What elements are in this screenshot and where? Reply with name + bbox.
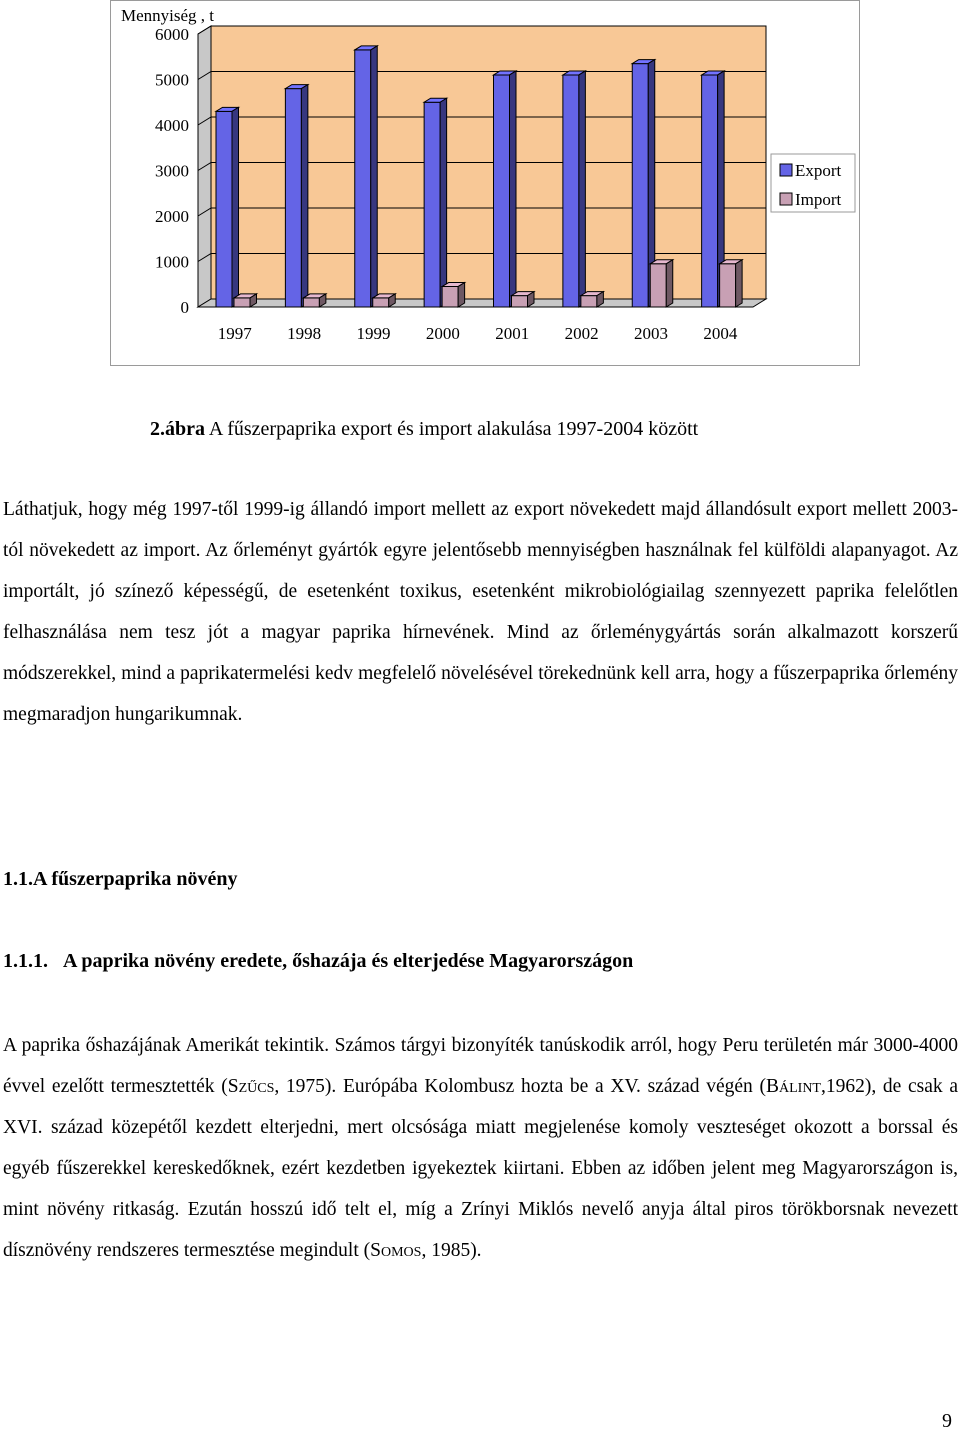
bar-export-side bbox=[440, 98, 447, 307]
bar-export-side bbox=[301, 85, 308, 307]
legend-label-export: Export bbox=[795, 161, 842, 180]
y-tick-label: 1000 bbox=[155, 252, 189, 272]
x-tick-label: 1999 bbox=[356, 324, 391, 343]
bar-chart bbox=[111, 1, 861, 367]
y-tick-label: 4000 bbox=[155, 116, 189, 135]
legend-swatch-import bbox=[780, 193, 792, 205]
bar-import-side bbox=[666, 260, 673, 307]
bar-import bbox=[373, 298, 389, 307]
x-tick-label: 2004 bbox=[703, 324, 738, 343]
subsection-title: A paprika növény eredete, őshazája és elterjedése Magyarországon bbox=[63, 950, 634, 972]
bar-import-side bbox=[736, 260, 743, 307]
bar-import-side bbox=[458, 283, 465, 307]
bar-export-side bbox=[371, 46, 378, 307]
y-tick-label: 2000 bbox=[155, 207, 189, 226]
bar-export-side bbox=[232, 107, 239, 307]
x-tick-label: 2002 bbox=[564, 324, 599, 343]
paragraph-origin bbox=[3, 1025, 958, 1271]
page-number: 9 bbox=[942, 1410, 952, 1432]
bar-export bbox=[216, 111, 232, 307]
x-tick-label: 2000 bbox=[425, 324, 460, 343]
bar-export-side bbox=[510, 71, 517, 307]
legend-swatch-export bbox=[780, 164, 792, 176]
legend-label-import: Import bbox=[795, 190, 842, 209]
y-tick-label: 0 bbox=[180, 298, 189, 317]
paragraph-origin-part4: , 1985). bbox=[421, 1240, 482, 1261]
bar-export bbox=[285, 89, 301, 307]
section-heading: 1.1.A fűszerpaprika növény bbox=[3, 868, 238, 890]
bar-import bbox=[234, 298, 250, 307]
paragraph-origin-part2: , 1975). Európába Kolombusz hozta be a XV. század végén ( bbox=[274, 1076, 766, 1097]
bar-import bbox=[650, 264, 666, 307]
citation-szucs: Szűcs bbox=[227, 1076, 275, 1097]
plot-floor bbox=[198, 299, 766, 307]
citation-somos: Somos bbox=[370, 1240, 422, 1261]
bar-export bbox=[702, 75, 718, 307]
chart-container bbox=[110, 0, 860, 366]
bar-export bbox=[563, 75, 579, 307]
bar-export bbox=[632, 64, 648, 307]
x-tick-label: 2001 bbox=[495, 324, 530, 343]
bar-import bbox=[720, 264, 736, 307]
bar-import bbox=[442, 287, 458, 307]
figure-number: 2.ábra bbox=[150, 418, 205, 440]
subsection-number: 1.1.1. bbox=[3, 950, 48, 972]
y-tick-label: 5000 bbox=[155, 70, 189, 90]
y-tick-label: 6000 bbox=[155, 25, 189, 44]
paragraph-export-import: Láthatjuk, hogy még 1997-től 1999-ig állandó import mellett az export növekedett majd állandósult export mellett 2003-tól növekedett az import. Az őrleményt gyártók egyre jelentősebb mennyiségben használnak fel külföldi alapanyagot. Az importált, jó színező képességű, de esetenként toxikus, esetenként mikrobiológiailag szennyezett paprika felelőtlen felhasználása nem tesz jót a magyar paprika hírnevének. Mind az őrleménygyártás során alkalmazott korszerű módszerekkel, mind a paprikatermelési kedv megfelelő növelésével törekednünk kell arra, hogy a fűszerpaprika őrlemény megmaradjon hungarikumnak. bbox=[3, 499, 958, 725]
x-tick-label: 2003 bbox=[633, 324, 668, 343]
x-tick-label: 1998 bbox=[287, 324, 322, 343]
x-tick-label: 1997 bbox=[217, 324, 252, 343]
bar-import bbox=[512, 296, 528, 307]
bar-export bbox=[494, 75, 510, 307]
bar-export-side bbox=[579, 71, 586, 307]
subsection-heading bbox=[3, 950, 633, 973]
bar-export bbox=[424, 102, 440, 307]
y-tick-label: 3000 bbox=[155, 161, 189, 181]
citation-balint: Bálint bbox=[765, 1076, 821, 1097]
bar-export bbox=[355, 50, 371, 307]
paragraph-origin-part1: A paprika őshazájának Amerikát tekintik. Számos tárgyi bizonyíték tanúskodik arról, hogy Peru területén már 3000-4000 évvel ezelőtt termesztették ( bbox=[3, 1035, 958, 1097]
figure-caption bbox=[150, 418, 698, 441]
bar-import bbox=[581, 296, 597, 307]
y-axis-label: Mennyiség , t bbox=[121, 6, 215, 25]
paragraph-origin-part3: ,1962), de csak a XVI. század közepétől kezdett elterjedni, mert olcsósága miatt megjelenése komoly veszteséget okozott a borssal és egyéb fűszerekkel kereskedőknek, ezért kezdetben igyekeztek kiirtani. Ebben az időben jelent meg Magyarországon is, mint növény ritkaság. Ezután hosszú idő telt el, míg a Zrínyi Miklós nevelő anyja által piros törökborsnak nevezett dísznövény rendszeres termesztése megindult ( bbox=[3, 1076, 959, 1261]
figure-caption-text: A fűszerpaprika export és import alakulása 1997-2004 között bbox=[205, 418, 699, 440]
bar-import bbox=[303, 298, 319, 307]
